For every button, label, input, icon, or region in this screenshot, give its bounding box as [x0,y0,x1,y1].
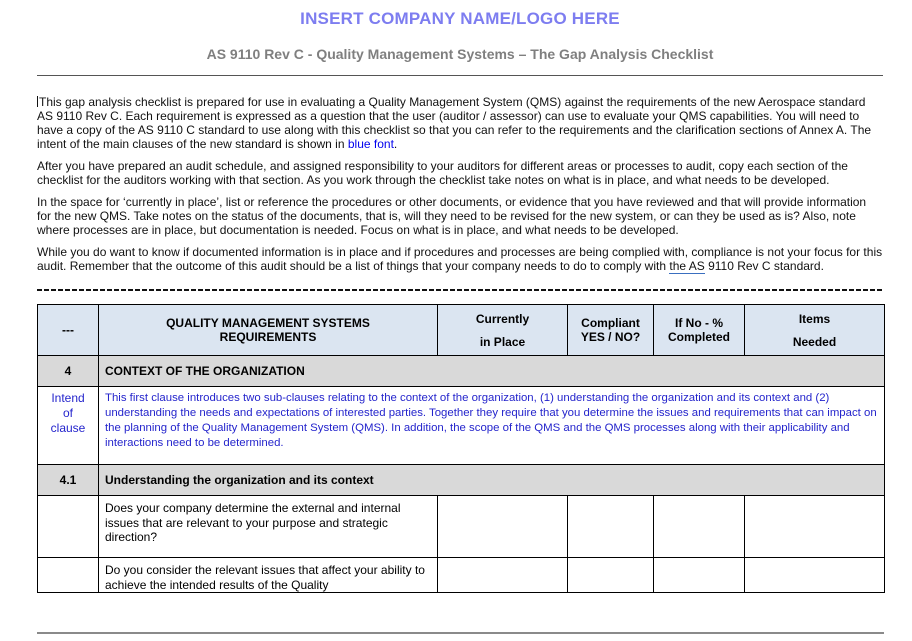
blue-font-text: blue font [347,137,394,151]
question-2-number-cell[interactable] [38,558,99,593]
header-items-needed: Items Needed [745,305,885,356]
section-4-1-number: 4.1 [38,465,99,496]
header-if-no-percent: If No - % Completed [654,305,745,356]
paragraph-1-period: . [393,137,398,151]
page-content [37,9,883,593]
paragraph-1-text: This gap analysis checklist is prepared for use in evaluating a Quality Management System (QMS) against the requirements of the new Aerospace standard AS 9110 Rev C. Each requirement is expressed as a question that the user (auditor / assessor) can use to evaluate your QMS capabilities. You will need to have a copy of the AS 9110 C standard to use along with this checklist so that you can refer to the requirements and the clarification sections of Annex A. The intent of the main clauses of the new standard is shown in [37,95,872,151]
intent-of-clause-row [38,387,885,465]
company-logo-placeholder: INSERT COMPANY NAME/LOGO HERE [300,9,620,28]
intro-paragraph-4 [37,245,883,273]
section-row-4-1 [38,465,885,496]
paragraph-4-tail: 9110 Rev C standard. [704,259,824,273]
question-1-currently-in-place-cell[interactable] [438,496,568,558]
section-4-number: 4 [38,356,99,387]
section-4-1-title: Understanding the organization and its context [99,465,885,496]
intent-label: Intend of clause [38,387,99,465]
intro-paragraph-3: In the space for ‘currently in place’, list or reference the procedures or other documents, or evidence that you have reviewed and that will provide information for the new QMS. Take notes on the status of the documents, that is, will they need to be revised for the new system, or can they be used as is? Also, note where processes are in place, but documentation is needed. Focus on what is in place, and what needs to be developed. [37,195,867,237]
text-cursor [37,96,38,107]
table-row [38,558,885,593]
table-header-row [38,305,885,356]
header-clause-number: --- [38,305,99,356]
dashed-divider [37,289,883,291]
header-requirements: QUALITY MANAGEMENT SYSTEMS REQUIREMENTS [99,305,438,356]
question-1-percent-completed-cell[interactable] [654,496,745,558]
question-1-number-cell[interactable] [38,496,99,558]
question-2-text: Do you consider the relevant issues that affect your ability to achieve the intended results of the Quality [99,558,438,593]
paragraph-4-text: While you do want to know if documented information is in place and if procedures and processes are being complied with, compliance is not your focus for this audit. Remember that the outcome of this audit should be a list of things that your company needs to do to comply with [37,245,883,273]
page-bottom-line [37,632,884,634]
document-title: AS 9110 Rev C - Quality Management Systems – The Gap Analysis Checklist [206,46,714,62]
question-2-items-needed-cell[interactable] [745,558,885,593]
intro-paragraph-1 [37,95,883,151]
table-row [38,496,885,558]
section-row-4 [38,356,885,387]
question-2-compliant-cell[interactable] [568,558,654,593]
intro-paragraph-2: After you have prepared an audit schedule, and assigned responsibility to your auditors for different areas or processes to audit, copy each section of the checklist for the auditors working with that section. As you work through the checklist take notes on what is in place, and what needs to be developed. [37,159,848,187]
question-2-percent-completed-cell[interactable] [654,558,745,593]
section-4-title: CONTEXT OF THE ORGANIZATION [99,356,885,387]
intent-text: This first clause introduces two sub-clauses relating to the context of the organization, (1) understanding the organization and its context and (2) understanding the needs and expectations of interested parties. Together they require that you determine the issues and requirements that can impact on the planning of the Quality Management System (QMS). In addition, the scope of the QMS and the QMS processes along with their applicability and interactions need to be determined. [99,387,885,465]
question-1-items-needed-cell[interactable] [745,496,885,558]
header-currently-in-place: Currently in Place [438,305,568,356]
question-2-currently-in-place-cell[interactable] [438,558,568,593]
gap-analysis-table [37,304,885,593]
question-1-compliant-cell[interactable] [568,496,654,558]
underlined-text: the AS [669,259,705,273]
question-1-text: Does your company determine the external and internal issues that are relevant to your purpose and strategic direction? [99,496,438,558]
header-compliant: Compliant YES / NO? [568,305,654,356]
header-divider [37,75,883,76]
